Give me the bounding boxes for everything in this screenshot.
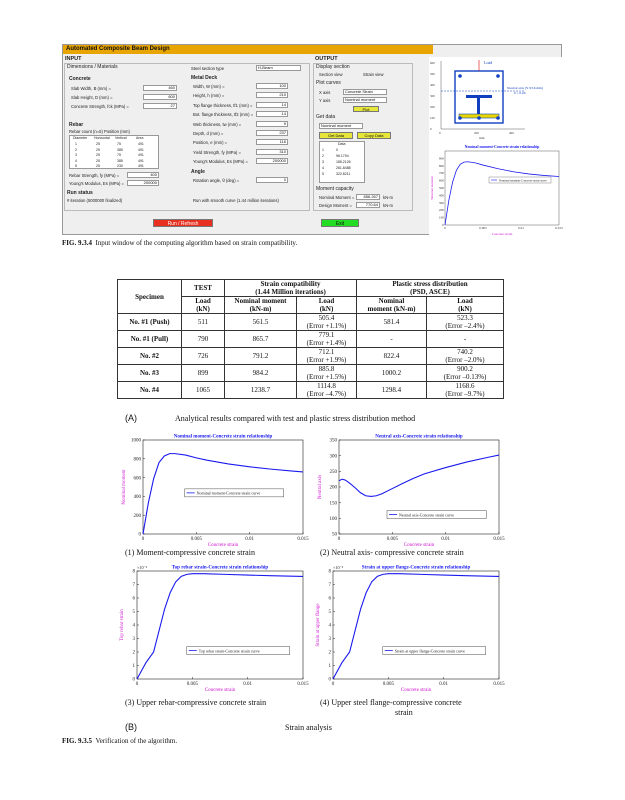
y-tick-label: 1	[328, 664, 331, 670]
plot-area	[339, 440, 499, 534]
gui-y-label: Nominal moment	[430, 176, 434, 200]
psd-moment-cell: -	[357, 331, 427, 348]
psd-load-error: (Error –2.0%)	[445, 356, 485, 364]
chart-title: Top rebar strain-Concrete strain relationship	[171, 565, 269, 571]
fig-caption-2	[62, 737, 177, 745]
psd-moment-header: Nominal moment (kN-m)	[357, 297, 427, 314]
deck-field-input[interactable]: 100	[256, 83, 288, 89]
rebar-cell[interactable]: 230	[117, 164, 123, 168]
deck-field-label: Position, e (mm) =	[193, 140, 228, 146]
y-tick-label: 0	[328, 677, 331, 683]
deck-field-input[interactable]: 210	[256, 92, 288, 98]
deck-field-input[interactable]: 116	[256, 139, 288, 145]
display-section-label: Display section	[316, 64, 350, 70]
deck-field-input[interactable]: 9	[256, 121, 288, 127]
section-y-tick: 400	[430, 83, 435, 87]
y-tick-label: 350	[329, 438, 337, 444]
strain-load-cell	[297, 365, 357, 382]
exit-button[interactable]: Exit	[321, 219, 359, 227]
psd-load-value: -	[463, 335, 467, 343]
y-tick-label: 8	[132, 569, 135, 575]
test-load-cell: 726	[182, 348, 225, 365]
rebar-label: Rebar	[69, 122, 84, 128]
table-row	[118, 382, 504, 399]
rebar-cell[interactable]: 25	[96, 142, 100, 146]
x-tick-label: 0.015	[493, 537, 505, 542]
x-tick-label: 0.005	[190, 537, 202, 542]
sub-a-caption: Analytical results compared with test and plastic stress distribution method	[175, 414, 416, 423]
psd-moment-cell: 822.4	[357, 348, 427, 365]
table-row	[118, 331, 504, 348]
gui-chart-bg	[429, 141, 563, 236]
deck-field-label: Depth, d (mm) =	[193, 131, 224, 136]
psd-load-value: 523.3	[457, 314, 473, 322]
nominal-moment-value: 856.267	[356, 194, 380, 200]
rebar-col-header: Vertical	[115, 136, 127, 140]
rebar-dot	[496, 74, 500, 78]
legend-label: Nominal moment-Concrete strain curve	[196, 490, 261, 496]
rebar-col-header: Diameter	[73, 136, 88, 140]
specimen-header: Specimen	[118, 280, 182, 314]
gui-y-tick: 900	[438, 156, 444, 161]
y-tick-label: 3	[328, 637, 331, 643]
design-moment-label: Design Moment =	[319, 203, 352, 208]
deck-field-label: Height, h (mm) =	[193, 93, 225, 99]
strain-load-error: (Error +1.9%)	[306, 356, 347, 364]
psd-load-cell	[427, 314, 504, 331]
rebar-modulus-label: Young's Modulus, Es (MPa) =	[69, 181, 124, 186]
rebar-cell[interactable]: 25	[96, 158, 100, 163]
y-tick-label: 200	[329, 485, 337, 491]
iteration-note[interactable]: Run with smooth curve (1.44 million iterations)	[193, 198, 279, 203]
rebar-cell[interactable]: 1	[75, 142, 77, 146]
test-load-cell: 790	[182, 331, 225, 348]
y-tick-label: 4	[328, 623, 331, 629]
rebar-cell[interactable]: 75	[117, 153, 121, 157]
data-grid-index: 3	[322, 160, 324, 164]
specimen-cell: No. #2	[118, 348, 182, 365]
plot-button[interactable]: Plot	[353, 106, 379, 112]
gui-y-tick: 200	[438, 208, 444, 213]
y-axis-label: Strain at upper flange	[316, 603, 321, 647]
steel-section-type-select[interactable]: H-Beam	[256, 65, 301, 71]
y-tick-label: 5	[328, 610, 331, 616]
steel-section-type-label: Steel section type	[191, 66, 225, 71]
y-tick-label: 5	[132, 610, 135, 616]
section-y-tick: 500	[430, 72, 435, 76]
legend-label: Strain at upper flange-Concrete strain curve	[394, 648, 465, 654]
y-tick-label: 800	[133, 457, 141, 463]
section-y-tick: 200	[430, 105, 435, 109]
legend-label: Top rebar strain-Concrete strain curve	[198, 648, 260, 654]
section-mm-label: mm	[479, 136, 485, 140]
concrete-field-label: Concrete Strength, fck (MPa) =	[71, 104, 129, 109]
y-tick-label: 6	[132, 596, 135, 602]
strain-load-value: 885.8	[318, 365, 335, 373]
caption-chart-1: (1) Moment-compressive concrete strain	[125, 548, 255, 557]
sub-b-label: (B)	[125, 722, 137, 732]
rebar-cell[interactable]: 385	[117, 158, 123, 163]
rebar-strength-label: Rebar Strength, fy (MPa) =	[69, 173, 120, 178]
section-y-tick: 100	[430, 116, 435, 120]
rebar-cell[interactable]: 491	[138, 158, 144, 163]
chart-title: Neutral axis-Concrete strain relationship	[375, 434, 463, 440]
rebar-cell[interactable]: 5	[75, 164, 77, 168]
design-moment-value: 770.64	[356, 202, 380, 208]
run-status-label: Run status	[67, 190, 93, 196]
strain-moment-cell: 865.7	[225, 331, 297, 348]
strain-moment-cell: 984.2	[225, 365, 297, 382]
chart-title: Strain at upper flange-Concrete strain relationship	[361, 565, 471, 571]
strain-load-value: 1114.8	[317, 382, 336, 390]
data-grid-index: 5	[322, 172, 324, 176]
x-axis-label: Concrete strain	[207, 543, 239, 548]
strain-load-error: (Error +1.1%)	[306, 322, 347, 330]
rebar-strength-input[interactable]: 400	[127, 172, 159, 178]
psd-load-cell	[427, 331, 504, 348]
x-tick-label: 0.01	[245, 537, 255, 542]
nominal-moment-unit: kN-m	[383, 195, 394, 200]
section-na-sub: θ = 0.00	[514, 91, 526, 95]
input-panel-label: INPUT	[65, 56, 82, 62]
plot-area	[333, 571, 499, 679]
section-view	[429, 57, 563, 141]
caption-chart-2: (2) Neutral axis- compressive concrete strain	[320, 548, 464, 557]
concrete-field-input[interactable]: 460	[143, 85, 177, 91]
gui-y-tick: 800	[438, 163, 444, 168]
angle-input[interactable]: 0	[256, 177, 288, 183]
strain-moment-cell: 561.5	[225, 314, 297, 331]
section-y-tick: 0	[430, 127, 432, 131]
plot-x-select[interactable]: Concrete Strain	[343, 89, 387, 95]
moment-strain-chart	[117, 432, 307, 547]
y-tick-label: 7	[132, 583, 135, 589]
y-tick-label: 2	[328, 650, 331, 656]
y-tick-label: 1000	[131, 438, 141, 444]
data-grid-value[interactable]: 322.8211	[336, 172, 351, 176]
gui-x-tick: 0.005	[479, 226, 487, 230]
legend-label: Neutral axis-Concrete strain curve	[399, 512, 454, 518]
y-tick-label: 0	[138, 532, 141, 538]
chart-title: Nominal moment-Concrete strain relationship	[173, 434, 273, 440]
gui-y-tick: 500	[438, 186, 444, 190]
table-row	[118, 365, 504, 382]
angle-label: Angle	[191, 169, 205, 175]
x-tick-label: 0.015	[297, 537, 309, 542]
fig-caption-1	[62, 239, 297, 247]
section-y-tick: 300	[430, 94, 435, 98]
section-x-tick: 400	[509, 131, 514, 135]
y-tick-label: 600	[133, 476, 141, 482]
specimen-cell: No. #1 (Push)	[118, 314, 182, 331]
nominal-moment-label: Nominal Moment =	[319, 195, 355, 200]
psd-load-cell	[427, 382, 504, 399]
specimen-cell: No. #1 (Pull)	[118, 331, 182, 348]
x-tick-label: 0.01	[441, 537, 451, 542]
rebar-cell[interactable]: 25	[96, 147, 100, 152]
deck-field-label: Yield Strength, fy (MPa) =	[193, 149, 241, 155]
rebar-cell[interactable]: 491	[138, 142, 144, 146]
gui-y-tick: 600	[438, 178, 444, 183]
y-exponent: ×10⁻³	[137, 565, 148, 570]
concrete-field-label: Slab Width, B (mm) =	[71, 86, 111, 91]
psd-load-value: 1168.6	[455, 382, 475, 390]
gui-y-tick: 300	[438, 200, 444, 205]
strain-header: Strain compatibility (1.44 Million iterations)	[225, 280, 357, 297]
x-tick-label: 0	[135, 682, 139, 687]
psd-load-cell	[427, 365, 504, 382]
gui-y-tick: 400	[438, 193, 444, 198]
strain-moment-cell: 1238.7	[225, 382, 297, 399]
specimen-cell: No. #4	[118, 382, 182, 399]
get-data-button[interactable]: Get Data	[319, 132, 353, 139]
rebar-col-header: Horizontal	[94, 136, 110, 140]
y-tick-label: 7	[328, 583, 331, 589]
x-tick-label: 0.005	[382, 682, 394, 687]
plastic-header: Plastic stress distribution (PSD, ASCE)	[357, 280, 504, 297]
x-axis-label: Concrete strain	[400, 688, 432, 693]
y-axis-label: Neutral axis	[318, 474, 323, 500]
strain-moment-header: Nominal moment (kN-m)	[225, 297, 297, 314]
test-load-cell: 899	[182, 365, 225, 382]
gui-moment-chart	[429, 141, 563, 236]
caption-chart-4a: (4) Upper steel flange-compressive concrete	[320, 698, 462, 707]
dimensions-tab[interactable]: Dimensions / Materials	[67, 64, 118, 70]
psd-load-error: (Error –9.7%)	[445, 390, 485, 398]
test-load-header: Load (kN)	[182, 297, 225, 314]
metal-deck-label: Metal Deck	[191, 75, 218, 81]
get-data-label: Get data	[316, 114, 336, 120]
y-tick-label: 1	[132, 664, 135, 670]
section-web	[477, 98, 480, 114]
plot-x-label: X axis	[319, 90, 331, 95]
strain-load-value: 779.1	[318, 331, 335, 339]
section-x-tick: 200	[474, 131, 479, 135]
results-table	[117, 279, 504, 399]
deck-field-input[interactable]: 310	[256, 149, 288, 155]
rebar-cell[interactable]: 25	[96, 153, 100, 157]
gui-legend-label: Nominal moment-Concrete strain curve	[499, 178, 547, 183]
rebar-cell[interactable]: 2	[75, 147, 77, 152]
rebar-cell[interactable]: 3	[75, 153, 77, 157]
strain-load-header: Load (kN)	[297, 297, 357, 314]
rebar-dot	[477, 116, 481, 120]
gui-y-tick: 100	[438, 215, 444, 220]
window-title: Automated Composite Beam Design	[63, 45, 433, 54]
strain-moment-cell: 791.2	[225, 348, 297, 365]
upper-flange-chart	[313, 562, 503, 692]
concrete-label: Concrete	[69, 76, 91, 82]
data-grid[interactable]	[319, 141, 365, 183]
copy-data-button[interactable]: Copy Data	[357, 132, 391, 139]
psd-load-header: Load (kN)	[427, 297, 504, 314]
rebar-cell[interactable]: 491	[138, 164, 144, 168]
strain-load-error: (Error +1.5%)	[306, 373, 347, 381]
rebar-count-label: Rebar count (n=5) Position (mm)	[69, 129, 130, 134]
x-axis-label: Concrete strain	[204, 688, 236, 693]
x-tick-label: 0.01	[439, 682, 449, 687]
y-tick-label: 300	[329, 454, 337, 460]
strain-load-error: (Error +1.4%)	[306, 339, 347, 347]
gui-x-label: Concrete strain	[491, 232, 513, 236]
x-tick-label: 0	[337, 537, 341, 542]
deck-field-label: Young's Modulus, Es (MPa) =	[193, 159, 248, 165]
sub-b-caption: Strain analysis	[285, 723, 332, 732]
fig-2-label: FIG. 9.3.5	[62, 737, 92, 745]
section-x-tick: 0	[439, 131, 441, 135]
gui-y-tick: 0	[442, 223, 444, 227]
concrete-field-label: Slab Height, D (mm) =	[71, 95, 113, 100]
data-grid-value[interactable]: 185.2126	[336, 160, 351, 164]
design-moment-unit: kN-m	[383, 203, 394, 208]
display-option-section[interactable]: Section view	[319, 72, 343, 77]
section-top-flange	[466, 95, 492, 98]
data-grid-index: 2	[322, 154, 324, 158]
plot-y-select[interactable]: Nominal moment	[343, 97, 387, 103]
psd-load-error: (Error –2.4%)	[445, 322, 485, 330]
deck-field-input[interactable]: 14	[256, 111, 288, 117]
plot-area	[137, 571, 303, 679]
fig-2-text: Verification of the algorithm.	[95, 737, 178, 745]
gui-y-tick: 700	[438, 171, 444, 176]
data-grid-value[interactable]: 0	[336, 148, 338, 152]
y-tick-label: 2	[132, 650, 135, 656]
psd-moment-cell: 1000.2	[357, 365, 427, 382]
y-axis-label: Nominal moment	[122, 469, 127, 505]
get-data-select[interactable]: Nominal moment	[319, 123, 363, 129]
specimen-cell: No. #3	[118, 365, 182, 382]
rebar-cell[interactable]: 4	[75, 158, 77, 163]
output-panel-label: OUTPUT	[315, 56, 338, 62]
strain-load-cell	[297, 314, 357, 331]
deck-field-label: Top flange thickness, tf1 (mm) =	[193, 102, 253, 108]
psd-load-cell	[427, 348, 504, 365]
rebar-cell[interactable]: 25	[96, 164, 100, 168]
rebar-dot	[458, 116, 462, 120]
y-tick-label: 200	[133, 513, 141, 519]
y-exponent: ×10⁻³	[333, 565, 344, 570]
fig-1-text: Input window of the computing algorithm based on strain compatibility.	[95, 239, 298, 247]
strain-load-value: 505.4	[318, 314, 335, 322]
y-tick-label: 50	[332, 532, 337, 538]
strain-load-error: (Error –4.7%)	[306, 390, 347, 398]
x-tick-label: 0.015	[297, 682, 309, 687]
rebar-dot	[458, 74, 462, 78]
strain-load-cell	[297, 331, 357, 348]
deck-field-input[interactable]: 200000	[256, 158, 288, 164]
moment-capacity-label: Moment capacity	[316, 186, 354, 192]
test-header: TEST	[182, 280, 225, 297]
x-tick-label: 0.015	[493, 682, 505, 687]
y-tick-label: 4	[132, 623, 135, 629]
rebar-modulus-input[interactable]: 200000	[127, 180, 159, 186]
data-grid-value[interactable]: 96.1794	[336, 154, 349, 158]
gui-x-tick: 0.015	[555, 226, 563, 230]
section-load-label: Load	[484, 60, 493, 65]
rebar-table[interactable]	[69, 135, 159, 169]
x-tick-label: 0	[141, 537, 145, 542]
data-grid-header: Data	[338, 142, 346, 146]
rebar-cell[interactable]: 385	[117, 147, 123, 152]
x-axis-label: Concrete strain	[403, 543, 435, 548]
caption-chart-4b: strain	[395, 708, 413, 717]
x-tick-label: 0	[331, 682, 335, 687]
deck-field-label: Bot. flange thickness, tf2 (mm) =	[193, 112, 254, 118]
y-axis-label: Top rebar strain	[120, 609, 125, 641]
app-window	[62, 44, 562, 235]
gui-x-tick: 0	[444, 226, 446, 230]
section-na-label: Neutral axis (Y 63.6 mm)	[507, 86, 543, 90]
data-grid-value[interactable]: 261.8488	[336, 166, 351, 170]
concrete-field-input[interactable]: 27	[143, 103, 177, 109]
plot-curves-label: Plot curves	[316, 80, 341, 86]
table-row	[118, 348, 504, 365]
test-load-cell: 511	[182, 314, 225, 331]
psd-load-value: 900.2	[457, 365, 473, 373]
data-grid-index: 4	[322, 166, 324, 170]
strain-load-cell	[297, 382, 357, 399]
sub-a-label: (A)	[125, 413, 137, 423]
psd-load-value: 740.2	[457, 348, 473, 356]
neutral-axis-chart	[313, 432, 503, 547]
deck-field-input[interactable]: 237	[256, 130, 288, 136]
display-option-strain[interactable]: Strain view	[363, 72, 384, 77]
concrete-field-input[interactable]: 600	[143, 94, 177, 100]
psd-moment-cell: 581.4	[357, 314, 427, 331]
section-y-tick: 600	[430, 61, 435, 65]
y-tick-label: 0	[132, 677, 135, 683]
data-grid-index: 1	[322, 148, 324, 152]
y-tick-label: 100	[329, 517, 337, 522]
angle-field-label: Rotation angle, θ (deg) =	[193, 178, 240, 183]
deck-field-input[interactable]: 14	[256, 102, 288, 108]
rebar-dot	[496, 116, 500, 120]
gui-x-tick: 0.01	[518, 226, 524, 230]
x-tick-label: 0.005	[186, 682, 198, 687]
rebar-cell[interactable]: 491	[138, 147, 144, 152]
run-button[interactable]: Run / Refresh	[153, 219, 213, 227]
y-tick-label: 400	[133, 495, 141, 501]
top-rebar-chart	[117, 562, 307, 692]
y-tick-label: 8	[328, 569, 331, 575]
y-tick-label: 250	[329, 470, 337, 475]
psd-moment-cell: 1298.4	[357, 382, 427, 399]
caption-chart-3: (3) Upper rebar-compressive concrete strain	[125, 698, 267, 707]
run-status-text: # iteration (5000000 finalized)	[67, 198, 123, 203]
deck-field-label: Web thickness, tw (mm) =	[193, 121, 242, 127]
x-tick-label: 0.01	[243, 682, 253, 687]
plot-area	[143, 440, 303, 534]
y-tick-label: 150	[329, 501, 337, 507]
plot-y-label: Y axis	[319, 98, 331, 103]
rebar-cell[interactable]: 491	[138, 153, 144, 157]
results-body	[118, 314, 504, 399]
y-tick-label: 6	[328, 596, 331, 602]
deck-field-label: Width, W (mm) =	[193, 84, 225, 89]
y-tick-label: 3	[132, 637, 135, 643]
rebar-cell[interactable]: 75	[117, 142, 121, 146]
rebar-col-header: Area	[136, 136, 144, 140]
gui-chart-title: Nominal moment-Concrete strain relationship	[464, 145, 540, 149]
strain-load-cell	[297, 348, 357, 365]
x-tick-label: 0.005	[386, 537, 398, 542]
fig-1-label: FIG. 9.3.4	[62, 239, 92, 247]
table-row	[118, 314, 504, 331]
test-load-cell: 1065	[182, 382, 225, 399]
psd-load-error: (Error –0.13%)	[443, 373, 487, 381]
strain-load-value: 712.1	[318, 348, 335, 356]
